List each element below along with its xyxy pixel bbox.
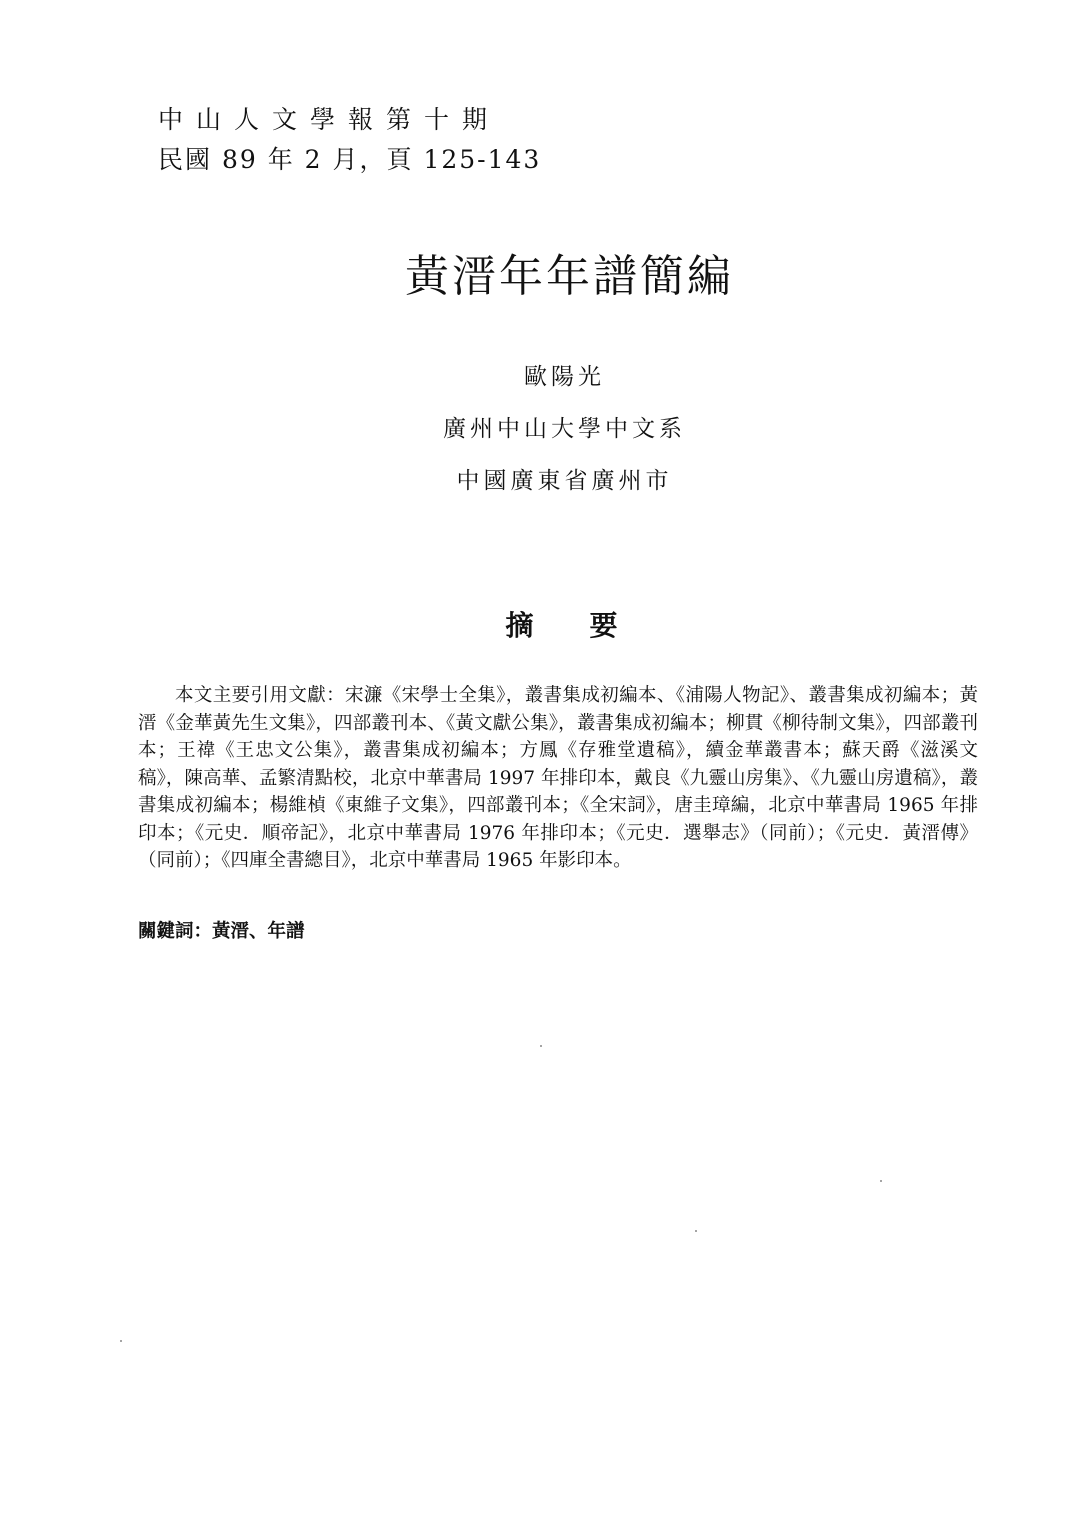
scan-speck	[880, 1180, 882, 1182]
scan-speck	[120, 1340, 122, 1342]
journal-name: 中山人文學報第十期	[158, 105, 501, 134]
author-location: 中國廣東省廣州市	[456, 468, 673, 494]
article-title: 黃溍年年譜簡編	[405, 251, 734, 302]
author-name: 歐陽光	[524, 364, 605, 390]
author-block	[0, 355, 1075, 511]
abstract-body: 本文主要引用文獻：宋濂《宋學士全集》，叢書集成初編本、《浦陽人物記》、叢書集成初編本；黃溍《金華黃先生文集》，四部叢刊本、《黃文獻公集》，叢書集成初編本；柳貫《柳待制文集》，四部叢刊本；王禕《王忠文公集》，叢書集成初編本；方鳳《存雅堂遺稿》，續金華叢書本；蘇天爵《滋溪文稿》，陳高華、孟繁清點校，北京中華書局 1997 年排印本，戴良《九靈山房集》、《九靈山房遺稿》，叢書集成初編本；楊維楨《東維子文集》，四部叢刊本；《全宋詞》，唐圭璋編，北京中華書局 1965 年排印本；《元史．順帝記》，北京中華書局 1976 年排印本；《元史．選舉志》（同前）；《元史．黃溍傳》（同前）；《四庫全書總目》，北京中華書局 1965 年影印本。	[138, 685, 978, 871]
author-affiliation: 廣州中山大學中文系	[443, 416, 686, 442]
keywords: 關鍵詞：黃溍、年譜	[138, 921, 305, 942]
journal-issue-line: 民國 89 年 2 月，頁 125-143	[158, 145, 542, 174]
scan-speck	[695, 1230, 697, 1232]
abstract-heading: 摘要	[505, 609, 674, 642]
journal-header	[158, 100, 541, 180]
scan-speck	[540, 1045, 542, 1047]
